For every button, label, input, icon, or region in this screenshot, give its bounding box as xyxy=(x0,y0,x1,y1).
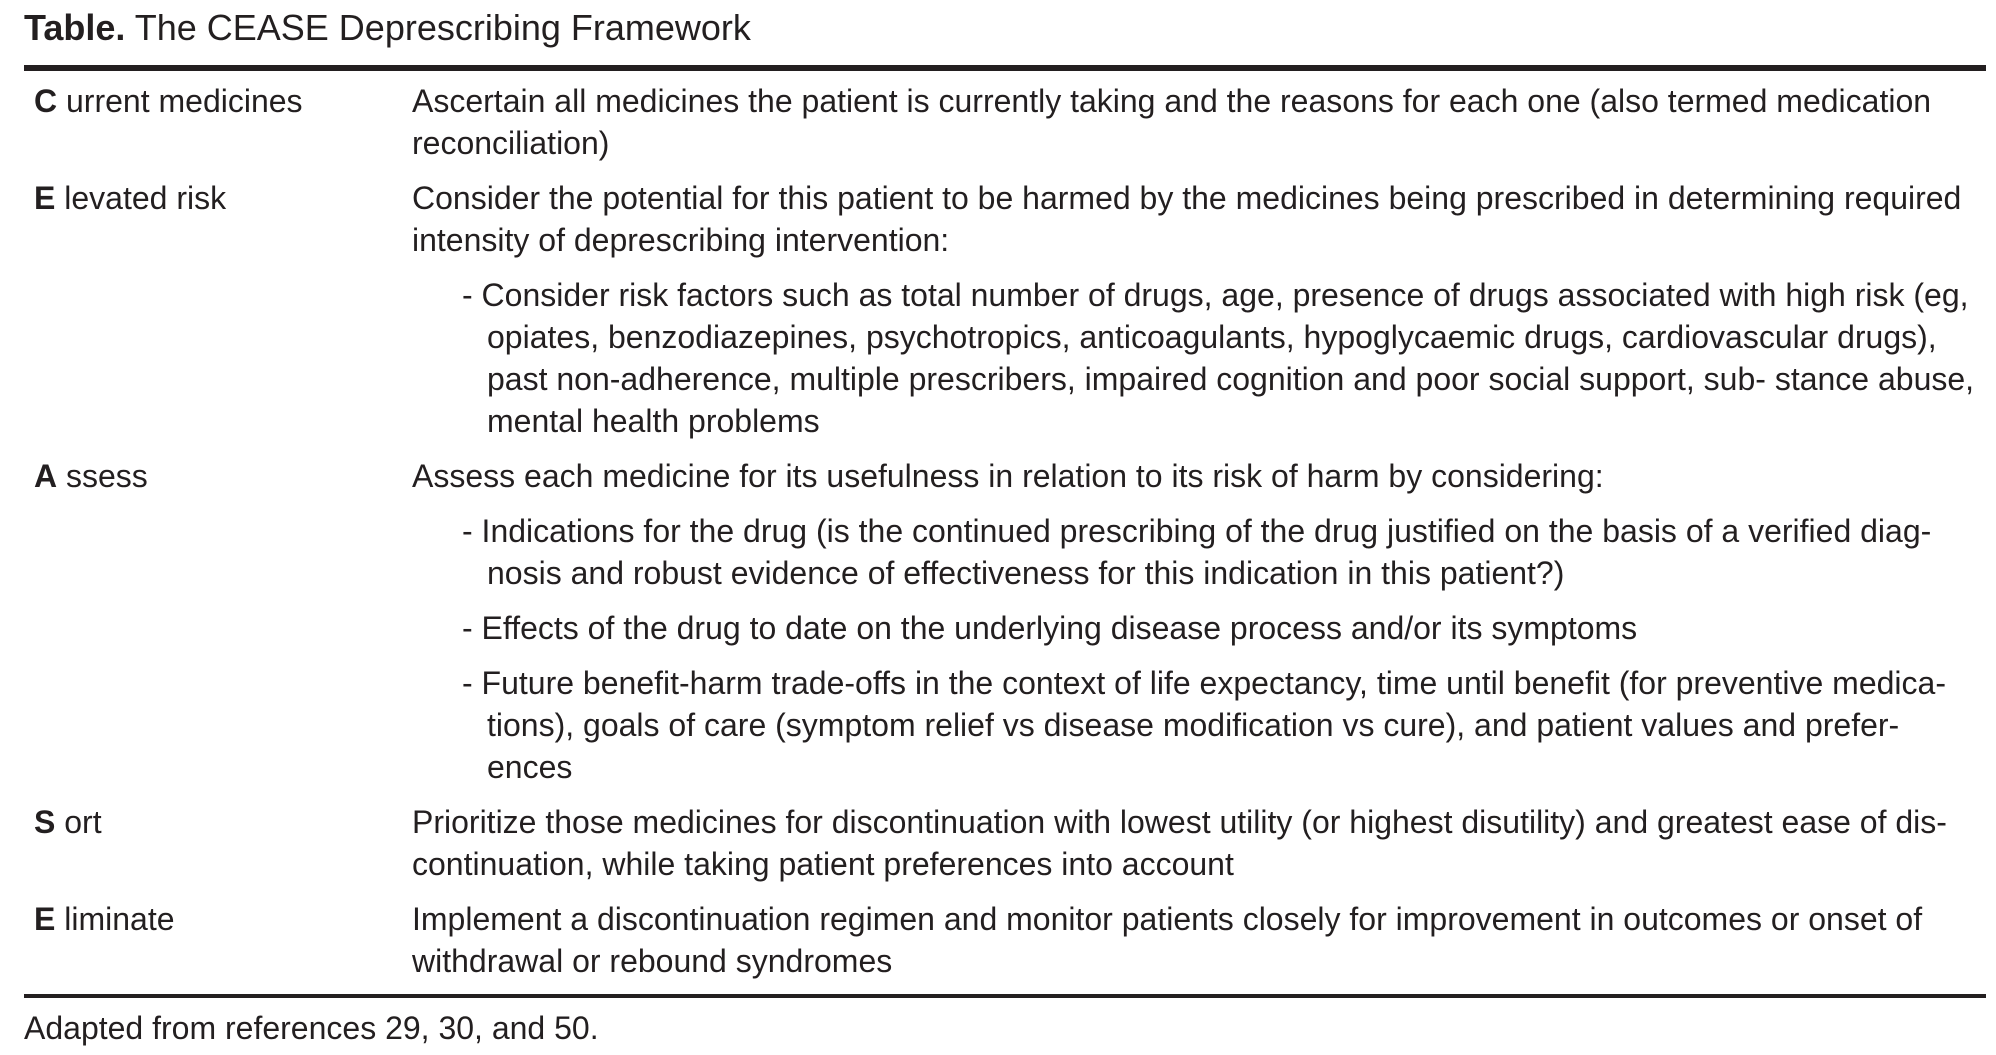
row-description-text: Implement a discontinuation regimen and monitor patients closely for improvement in outcomes or onset of withdrawal or rebound syndromes xyxy=(412,901,1923,979)
row-term-letter: E xyxy=(34,180,56,216)
table-label: Table. xyxy=(24,7,126,48)
table-title: The CEASE Deprescribing Framework xyxy=(134,7,751,48)
row-term xyxy=(24,80,412,164)
table-row-sort xyxy=(24,801,1986,885)
bullet-item: - Indications for the drug (is the continued prescribing of the drug justified on the basis of a verified diag- nosis and robust evidence of effectiveness for this indication in this patient?) xyxy=(462,513,1932,591)
table-caption xyxy=(24,7,1986,48)
row-bullet-list xyxy=(412,274,1976,442)
row-description xyxy=(412,455,1986,788)
row-description-text: Consider the potential for this patient to be harmed by the medicines being prescribed in determining required intensity of deprescribing intervention: xyxy=(412,180,1962,258)
row-description xyxy=(412,801,1986,885)
table-body xyxy=(24,80,1986,982)
row-description xyxy=(412,898,1986,982)
row-term xyxy=(24,455,412,788)
row-description-text: Ascertain all medicines the patient is currently taking and the reasons for each one (also termed medication reconciliation) xyxy=(412,83,1932,161)
table-row-elevated-risk xyxy=(24,177,1986,442)
bullet-item: - Effects of the drug to date on the underlying disease process and/or its symptoms xyxy=(462,610,1638,646)
row-term-rest: urrent medicines xyxy=(66,83,303,119)
row-term-rest: liminate xyxy=(64,901,175,937)
row-term xyxy=(24,801,412,885)
row-term-letter: A xyxy=(34,458,58,494)
bullet-item: - Consider risk factors such as total number of drugs, age, presence of drugs associated with high risk (eg, opiates, benzodiazepines, psychotropics, anticoagulants, hypoglycaemic drugs, cardiovascular drugs), past non-adherence, multiple prescribers, impaired cognition and poor social support, sub- stance abuse, mental health problems xyxy=(462,277,1975,439)
row-term-rest: ssess xyxy=(66,458,148,494)
row-term-letter: E xyxy=(34,901,56,937)
row-description-text: Assess each medicine for its usefulness in relation to its risk of harm by considering: xyxy=(412,458,1604,494)
row-term xyxy=(24,898,412,982)
table-top-rule xyxy=(24,65,1986,71)
row-description xyxy=(412,80,1986,164)
table-source-note: Adapted from references 29, 30, and 50. xyxy=(24,1010,599,1046)
table-row-eliminate xyxy=(24,898,1986,982)
row-term-letter: S xyxy=(34,804,56,840)
row-description-text: Prioritize those medicines for discontinuation with lowest utility (or highest disutility) and greatest ease of dis- continuation, while taking patient preferences into account xyxy=(412,804,1947,882)
row-bullet-list xyxy=(412,510,1976,788)
row-description xyxy=(412,177,1986,442)
bullet-item: - Future benefit-harm trade-offs in the context of life expectancy, time until benefit (for preventive medica- tions), goals of care (symptom relief vs disease modification vs cure), and patient values and prefer- ences xyxy=(462,665,1946,785)
cease-table-document xyxy=(24,0,1986,1048)
row-term xyxy=(24,177,412,442)
table-bottom-rule xyxy=(24,994,1986,998)
row-term-rest: ort xyxy=(64,804,102,840)
table-row-assess xyxy=(24,455,1986,788)
row-term-rest: levated risk xyxy=(64,180,227,216)
table-row-current-medicines xyxy=(24,80,1986,164)
row-term-letter: C xyxy=(34,83,58,119)
